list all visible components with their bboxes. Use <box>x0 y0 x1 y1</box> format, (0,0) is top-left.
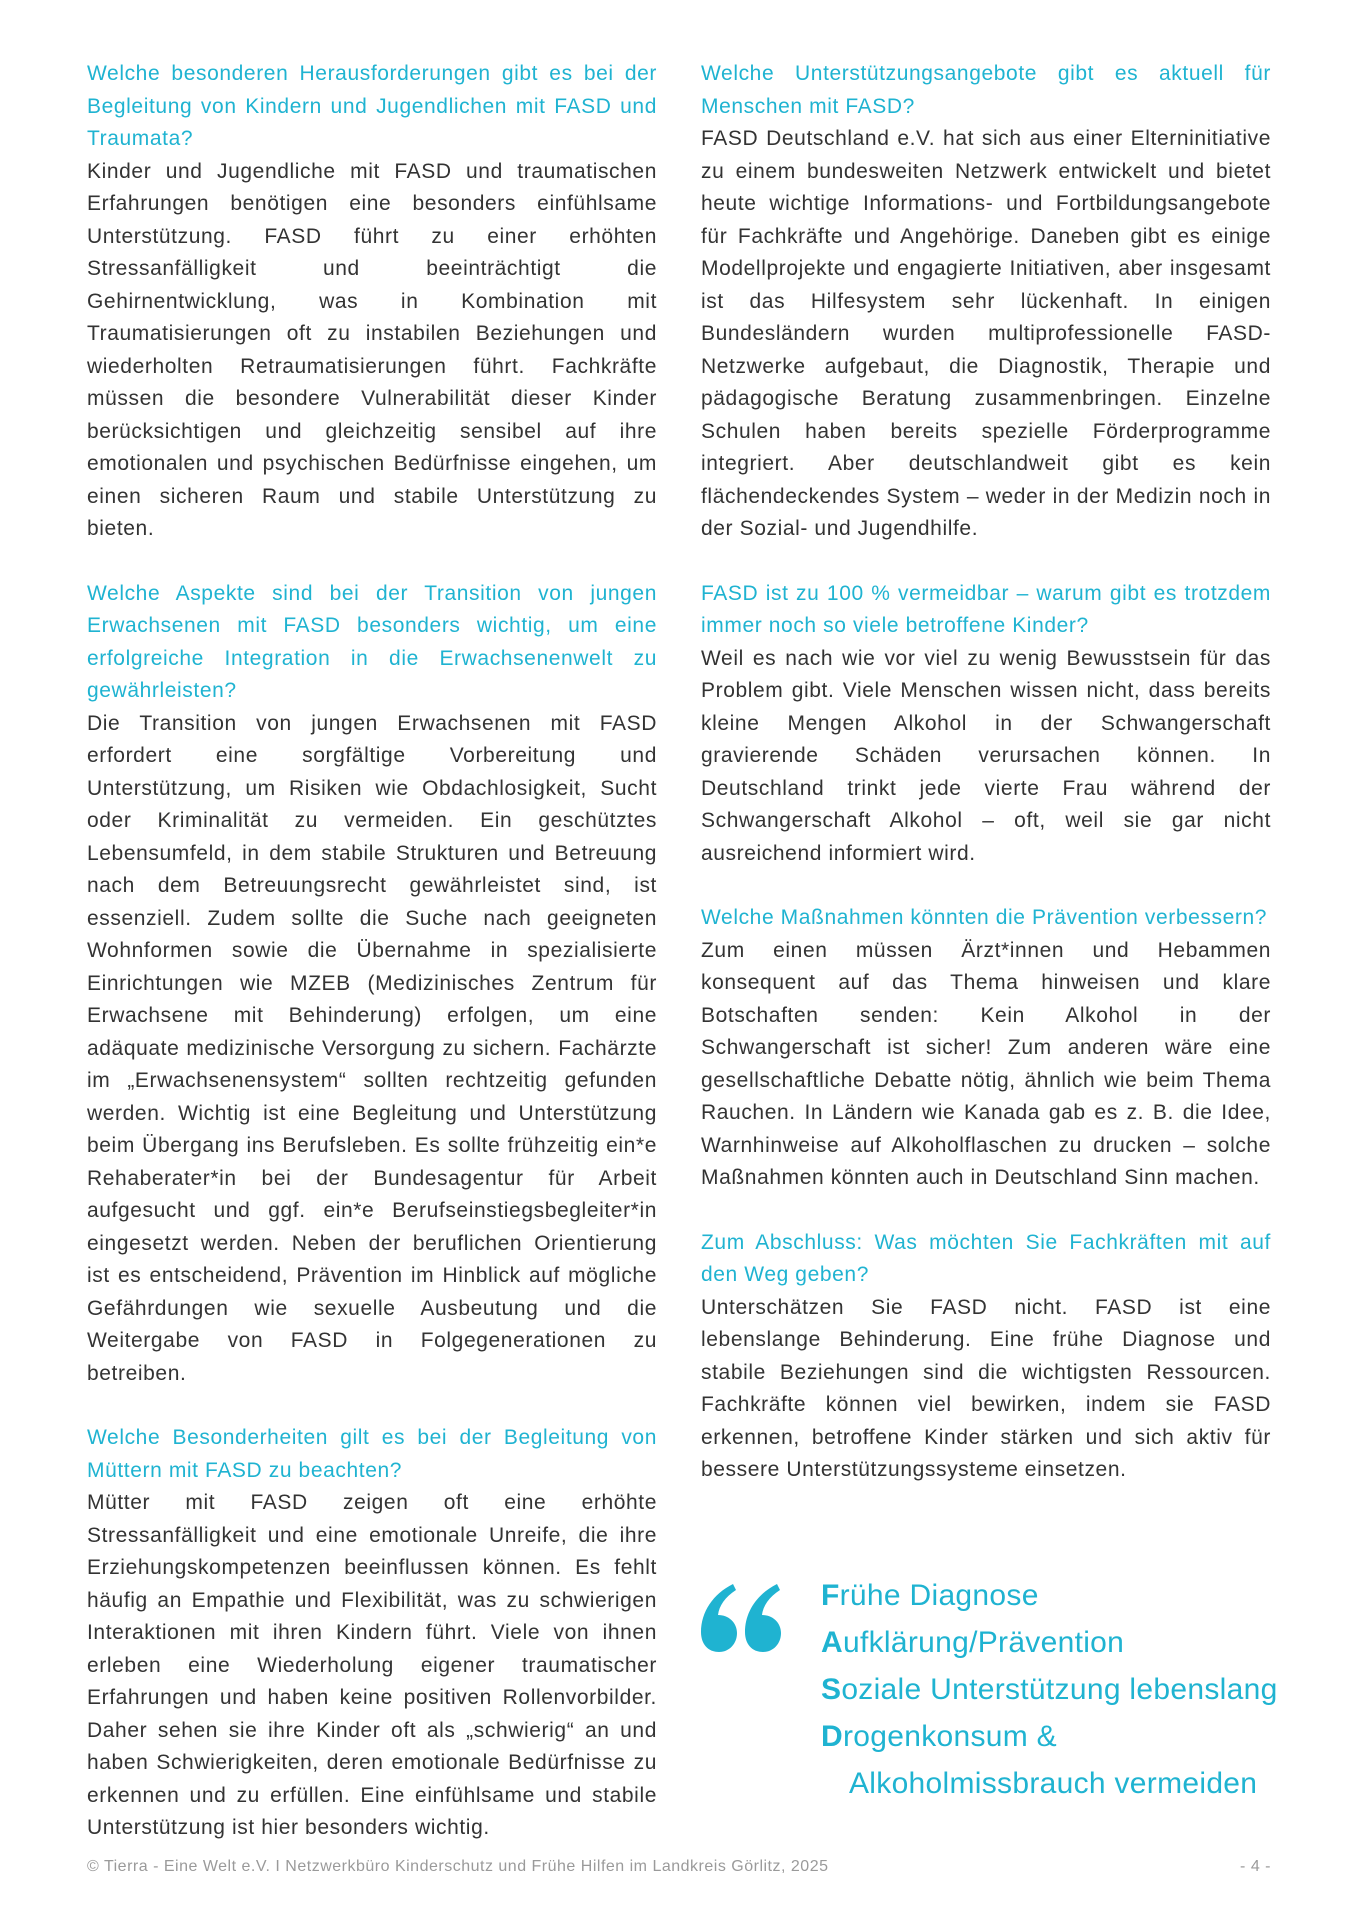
question-heading: Welche Maßnahmen könnten die Prävention verbessern? <box>701 906 1268 929</box>
quote-text: rogenkonsum & <box>842 1720 1057 1753</box>
quote-initial: F <box>821 1579 840 1612</box>
answer-paragraph: Mütter mit FASD zeigen oft eine erhöhte Stressanfälligkeit und eine emotionale Unreife, die ihre Erziehungskompetenzen beeinflussen können. Es fehlt häufig an Empathie und Flexibilität, was zu schwierigen Interaktionen mit ihren Kindern führt. Viele von ihnen erleben eine Wiederholung eigener traumatischer Erfahrungen und haben keine positiven Rollenvorbilder. Daher sehen sie ihre Kinder oft als „schwierig“ an und haben Schwierigkeiten, deren emotionale Bedürfnisse zu erkennen und zu erfüllen. Eine einfühlsame und stabile Unterstützung ist hier besonders wichtig. <box>87 1491 657 1839</box>
question-heading: Zum Abschluss: Was möchten Sie Fachkräften mit auf den Weg geben? <box>701 1230 1271 1286</box>
answer-paragraph: Die Transition von jungen Erwachsenen mit FASD erfordert eine sorgfältige Vorbereitung und Unterstützung, um Risiken wie Obdachlosigkeit, Sucht oder Kriminalität zu vermeiden. Ein geschütztes Lebensumfeld, in dem stabile Strukturen und Betreuung nach dem Betreuungsrecht gewährleistet sind, ist essenziell. Zudem sollte die Suche nach geeigneten Wohnformen sowie die Übernahme in spezialisierte Einrichtungen wie MZEB (Medizinisches Zentrum für Erwachsene mit Behinderung) erfolgen, um eine adäquate medizinische Versorgung zu sichern. Fachärzte im „Erwachsenensystem“ sollten rechtzeitig gefunden werden. Wichtig ist eine Begleitung und Unterstützung beim Übergang ins Berufsleben. Es sollte frühzeitig ein*e Rehaberater*in bei der Bundesagentur für Arbeit aufgesucht und ggf. ein*e Berufseinstiegsbegleiter*in eingesetzt werden. Neben der beruflichen Orientierung ist es entscheidend, Prävention im Hinblick auf mögliche Gefährdungen wie sexuelle Ausbeutung und die Weitergabe von FASD in Folgegenerationen zu betreiben. <box>87 711 657 1385</box>
page-number: - 4 - <box>1240 1858 1271 1875</box>
section-prevention-measures <box>701 902 1271 1195</box>
section-closing <box>701 1227 1271 1487</box>
quote-line <box>821 1666 1321 1713</box>
left-column <box>87 58 657 1877</box>
section-avoidable <box>701 578 1271 871</box>
question-heading: FASD ist zu 100 % vermeidbar – warum gibt es trotzdem immer noch so viele betroffene Kinder? <box>701 581 1271 637</box>
footer-copyright: © Tierra - Eine Welt e.V. I Netzwerkbüro Kinderschutz und Frühe Hilfen im Landkreis Görlitz, 2025 <box>87 1858 829 1875</box>
quote-text: oziale Unterstützung lebenslang <box>841 1673 1278 1706</box>
answer-paragraph: Weil es nach wie vor viel zu wenig Bewusstsein für das Problem gibt. Viele Menschen wissen nicht, dass bereits kleine Mengen Alkohol in der Schwangerschaft gravierende Schäden verursachen können. In Deutschland trinkt jede vierte Frau während der Schwangerschaft Alkohol – oft, weil sie gar nicht ausreichend informiert wird. <box>701 646 1271 865</box>
quote-text: Alkoholmissbrauch vermeiden <box>849 1767 1258 1800</box>
section-transition-adults <box>87 578 657 1391</box>
quote-initial: A <box>821 1626 843 1659</box>
section-challenges-trauma <box>87 58 657 546</box>
question-heading: Welche Aspekte sind bei der Transition von jungen Erwachsenen mit FASD besonders wichtig, um eine erfolgreiche Integration in die Erwachsenenwelt zu gewährleisten? <box>87 581 657 702</box>
question-heading: Welche Besonderheiten gilt es bei der Begleitung von Müttern mit FASD zu beachten? <box>87 1426 657 1482</box>
quote-line <box>821 1619 1321 1666</box>
section-mothers-fasd <box>87 1422 657 1845</box>
quote-mark-icon <box>701 1584 781 1654</box>
pull-quote <box>701 1572 1321 1802</box>
answer-paragraph: Zum einen müssen Ärzt*innen und Hebammen konsequent auf das Thema hinweisen und klare Botschaften senden: Kein Alkohol in der Schwangerschaft ist sicher! Zum anderen wäre eine gesellschaftliche Debatte nötig, ähnlich wie beim Thema Rauchen. In Ländern wie Kanada gab es z. B. die Idee, Warnhinweise auf Alkoholflaschen zu drucken – solche Maßnahmen könnten auch in Deutschland Sinn machen. <box>701 938 1271 1189</box>
question-heading: Welche Unterstützungsangebote gibt es aktuell für Menschen mit FASD? <box>701 62 1271 118</box>
quote-text: ufklärung/Prävention <box>842 1626 1125 1659</box>
quote-lines <box>821 1572 1321 1807</box>
right-column <box>701 58 1271 1519</box>
quote-line <box>821 1713 1321 1760</box>
answer-paragraph: Unterschätzen Sie FASD nicht. FASD ist eine lebenslange Behinderung. Eine frühe Diagnose und stabile Beziehungen sind die wichtigsten Ressourcen. Fachkräfte können viel bewirken, indem sie FASD erkennen, betroffene Kinder stärken und sich aktiv für bessere Unterstützungssysteme einsetzen. <box>701 1295 1271 1481</box>
section-support-offers <box>701 58 1271 546</box>
answer-paragraph: Kinder und Jugendliche mit FASD und traumatischen Erfahrungen benötigen eine besonders einfühlsame Unterstützung. FASD führt zu einer erhöhten Stressanfälligkeit und beeinträchtigt die Gehirnentwicklung, was in Kombination mit Traumatisierungen oft zu instabilen Beziehungen und wiederholten Retraumatisierungen führt. Fachkräfte müssen die besondere Vulnerabilität dieser Kinder berücksichtigen und gleichzeitig sensibel auf ihre emotionalen und psychischen Bedürfnisse eingehen, um einen sicheren Raum und stabile Unterstützung zu bieten. <box>87 159 657 540</box>
quote-line <box>821 1572 1321 1619</box>
quote-text: rühe Diagnose <box>839 1579 1039 1612</box>
quote-initial: S <box>821 1673 842 1706</box>
quote-initial: D <box>821 1720 843 1753</box>
answer-paragraph: FASD Deutschland e.V. hat sich aus einer Elterninitiative zu einem bundesweiten Netzwerk entwickelt und bietet heute wichtige Informations- und Fortbildungsangebote für Fachkräfte und Angehörige. Daneben gibt es einige Modellprojekte und engagierte Initiativen, aber insgesamt ist das Hilfesystem sehr lückenhaft. In einigen Bundesländern wurden multiprofessionelle FASD-Netzwerke aufgebaut, die Diagnostik, Therapie und pädagogische Beratung zusammenbringen. Einzelne Schulen haben bereits spezielle Förderprogramme integriert. Aber deutschlandweit gibt es kein flächendeckendes System – weder in der Medizin noch in der Sozial- und Jugendhilfe. <box>701 127 1271 540</box>
question-heading: Welche besonderen Herausforderungen gibt es bei der Begleitung von Kindern und Jugendlichen mit FASD und Traumata? <box>87 62 657 150</box>
quote-line <box>821 1760 1321 1807</box>
